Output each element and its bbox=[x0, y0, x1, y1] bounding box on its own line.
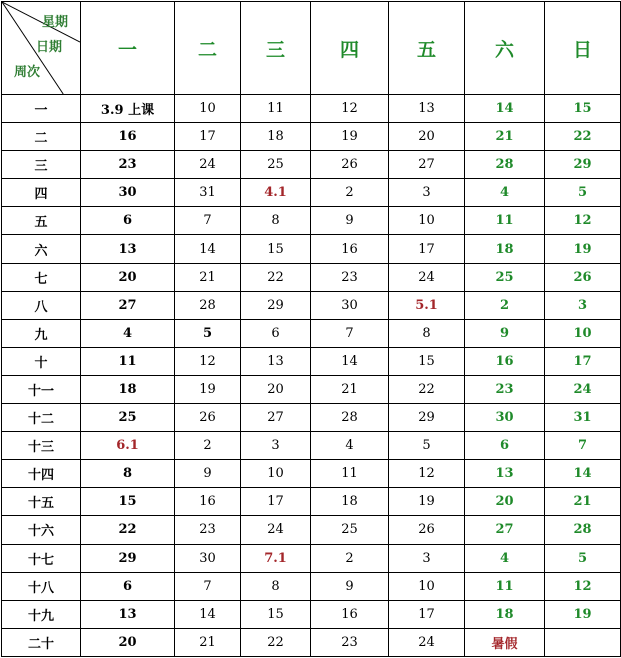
week-number-cell: 十五 bbox=[2, 488, 81, 516]
date-cell: 3.9 上课 bbox=[81, 95, 175, 123]
week-number-cell: 十一 bbox=[2, 375, 81, 403]
date-cell: 22 bbox=[241, 263, 311, 291]
date-cell: 28 bbox=[545, 516, 621, 544]
week-number-cell: 九 bbox=[2, 319, 81, 347]
date-cell: 30 bbox=[81, 179, 175, 207]
date-cell: 27 bbox=[389, 151, 465, 179]
date-cell: 10 bbox=[175, 95, 241, 123]
day-header-thu: 四 bbox=[311, 2, 389, 95]
date-cell: 23 bbox=[311, 628, 389, 656]
date-cell: 3 bbox=[545, 291, 621, 319]
day-header-tue: 二 bbox=[175, 2, 241, 95]
date-cell: 23 bbox=[465, 375, 545, 403]
date-cell: 18 bbox=[81, 375, 175, 403]
calendar-body bbox=[2, 95, 621, 657]
date-cell: 5 bbox=[545, 179, 621, 207]
day-header-sun: 日 bbox=[545, 2, 621, 95]
date-cell: 20 bbox=[241, 375, 311, 403]
date-cell: 19 bbox=[545, 600, 621, 628]
date-cell: 6 bbox=[81, 572, 175, 600]
week-number-cell: 十八 bbox=[2, 572, 81, 600]
date-cell: 26 bbox=[175, 404, 241, 432]
table-row bbox=[2, 95, 621, 123]
date-cell: 20 bbox=[465, 488, 545, 516]
date-cell: 9 bbox=[311, 207, 389, 235]
date-cell bbox=[545, 628, 621, 656]
week-number-cell: 二十 bbox=[2, 628, 81, 656]
table-row bbox=[2, 375, 621, 403]
date-cell: 10 bbox=[241, 460, 311, 488]
date-cell: 11 bbox=[81, 347, 175, 375]
date-cell: 19 bbox=[545, 235, 621, 263]
date-cell: 23 bbox=[175, 516, 241, 544]
date-cell: 24 bbox=[175, 151, 241, 179]
date-cell: 18 bbox=[465, 235, 545, 263]
week-number-cell: 八 bbox=[2, 291, 81, 319]
date-cell: 4 bbox=[465, 544, 545, 572]
date-cell: 6.1 bbox=[81, 432, 175, 460]
date-cell: 10 bbox=[545, 319, 621, 347]
date-cell: 31 bbox=[175, 179, 241, 207]
week-number-cell: 十七 bbox=[2, 544, 81, 572]
date-cell: 27 bbox=[465, 516, 545, 544]
corner-week-number-label: 周次 bbox=[14, 65, 41, 80]
date-cell: 4 bbox=[465, 179, 545, 207]
date-cell: 21 bbox=[465, 123, 545, 151]
date-cell: 16 bbox=[81, 123, 175, 151]
table-row bbox=[2, 404, 621, 432]
week-number-cell: 十三 bbox=[2, 432, 81, 460]
date-cell: 30 bbox=[311, 291, 389, 319]
week-number-cell: 二 bbox=[2, 123, 81, 151]
week-number-cell: 六 bbox=[2, 235, 81, 263]
table-row bbox=[2, 207, 621, 235]
date-cell: 24 bbox=[545, 375, 621, 403]
date-cell: 15 bbox=[241, 600, 311, 628]
date-cell: 13 bbox=[389, 95, 465, 123]
table-row bbox=[2, 291, 621, 319]
table-row bbox=[2, 235, 621, 263]
date-cell: 27 bbox=[241, 404, 311, 432]
date-cell: 28 bbox=[465, 151, 545, 179]
date-cell: 26 bbox=[545, 263, 621, 291]
date-cell: 12 bbox=[389, 460, 465, 488]
date-cell: 2 bbox=[311, 179, 389, 207]
date-cell: 26 bbox=[311, 151, 389, 179]
date-cell: 10 bbox=[389, 572, 465, 600]
date-cell: 11 bbox=[465, 207, 545, 235]
date-cell: 8 bbox=[81, 460, 175, 488]
table-row bbox=[2, 123, 621, 151]
week-number-cell: 一 bbox=[2, 95, 81, 123]
date-cell: 15 bbox=[545, 95, 621, 123]
date-cell: 24 bbox=[241, 516, 311, 544]
table-row bbox=[2, 347, 621, 375]
table-row bbox=[2, 179, 621, 207]
table-row bbox=[2, 151, 621, 179]
date-cell: 13 bbox=[81, 235, 175, 263]
date-cell: 3 bbox=[389, 179, 465, 207]
date-cell: 9 bbox=[175, 460, 241, 488]
date-cell: 21 bbox=[175, 263, 241, 291]
date-cell: 15 bbox=[241, 235, 311, 263]
table-row bbox=[2, 432, 621, 460]
date-cell: 6 bbox=[241, 319, 311, 347]
week-number-cell: 十六 bbox=[2, 516, 81, 544]
date-cell: 25 bbox=[81, 404, 175, 432]
date-cell: 25 bbox=[311, 516, 389, 544]
date-cell: 18 bbox=[241, 123, 311, 151]
table-row bbox=[2, 572, 621, 600]
date-cell: 25 bbox=[465, 263, 545, 291]
date-cell: 2 bbox=[465, 291, 545, 319]
date-cell: 3 bbox=[241, 432, 311, 460]
week-number-cell: 五 bbox=[2, 207, 81, 235]
week-number-cell: 七 bbox=[2, 263, 81, 291]
day-header-mon: 一 bbox=[81, 2, 175, 95]
date-cell: 24 bbox=[389, 263, 465, 291]
day-header-sat: 六 bbox=[465, 2, 545, 95]
date-cell: 14 bbox=[311, 347, 389, 375]
date-cell: 8 bbox=[389, 319, 465, 347]
table-row bbox=[2, 628, 621, 656]
date-cell: 2 bbox=[311, 544, 389, 572]
date-cell: 13 bbox=[241, 347, 311, 375]
date-cell: 14 bbox=[175, 600, 241, 628]
date-cell: 11 bbox=[311, 460, 389, 488]
week-number-cell: 三 bbox=[2, 151, 81, 179]
date-cell: 6 bbox=[465, 432, 545, 460]
date-cell: 31 bbox=[545, 404, 621, 432]
table-row bbox=[2, 544, 621, 572]
date-cell: 12 bbox=[311, 95, 389, 123]
date-cell: 14 bbox=[545, 460, 621, 488]
date-cell: 15 bbox=[81, 488, 175, 516]
table-row bbox=[2, 263, 621, 291]
corner-weekday-label: 星期 bbox=[42, 15, 69, 30]
date-cell: 7 bbox=[175, 572, 241, 600]
date-cell: 11 bbox=[241, 95, 311, 123]
date-cell: 12 bbox=[545, 572, 621, 600]
date-cell: 12 bbox=[545, 207, 621, 235]
date-cell: 14 bbox=[175, 235, 241, 263]
week-number-cell: 十 bbox=[2, 347, 81, 375]
date-cell: 26 bbox=[389, 516, 465, 544]
week-number-cell: 四 bbox=[2, 179, 81, 207]
date-cell: 30 bbox=[175, 544, 241, 572]
header-row bbox=[2, 2, 621, 95]
date-cell: 17 bbox=[545, 347, 621, 375]
date-cell: 21 bbox=[545, 488, 621, 516]
date-cell: 16 bbox=[311, 600, 389, 628]
semester-calendar-table bbox=[1, 1, 621, 657]
week-number-cell: 十四 bbox=[2, 460, 81, 488]
date-cell: 10 bbox=[389, 207, 465, 235]
date-cell: 5.1 bbox=[389, 291, 465, 319]
date-cell: 5 bbox=[175, 319, 241, 347]
date-cell: 14 bbox=[465, 95, 545, 123]
date-cell: 22 bbox=[389, 375, 465, 403]
date-cell: 21 bbox=[175, 628, 241, 656]
day-header-fri: 五 bbox=[389, 2, 465, 95]
date-cell: 6 bbox=[81, 207, 175, 235]
date-cell: 13 bbox=[81, 600, 175, 628]
date-cell: 17 bbox=[175, 123, 241, 151]
date-cell: 5 bbox=[389, 432, 465, 460]
date-cell: 12 bbox=[175, 347, 241, 375]
date-cell: 18 bbox=[311, 488, 389, 516]
date-cell: 29 bbox=[389, 404, 465, 432]
date-cell: 16 bbox=[311, 235, 389, 263]
date-cell: 暑假 bbox=[465, 628, 545, 656]
date-cell: 29 bbox=[545, 151, 621, 179]
date-cell: 20 bbox=[81, 628, 175, 656]
date-cell: 23 bbox=[81, 151, 175, 179]
date-cell: 25 bbox=[241, 151, 311, 179]
date-cell: 23 bbox=[311, 263, 389, 291]
date-cell: 9 bbox=[311, 572, 389, 600]
date-cell: 28 bbox=[175, 291, 241, 319]
date-cell: 9 bbox=[465, 319, 545, 347]
date-cell: 13 bbox=[465, 460, 545, 488]
table-row bbox=[2, 516, 621, 544]
week-number-cell: 十二 bbox=[2, 404, 81, 432]
date-cell: 29 bbox=[81, 544, 175, 572]
date-cell: 5 bbox=[545, 544, 621, 572]
date-cell: 4 bbox=[81, 319, 175, 347]
date-cell: 21 bbox=[311, 375, 389, 403]
date-cell: 24 bbox=[389, 628, 465, 656]
table-row bbox=[2, 488, 621, 516]
date-cell: 22 bbox=[81, 516, 175, 544]
day-header-wed: 三 bbox=[241, 2, 311, 95]
date-cell: 2 bbox=[175, 432, 241, 460]
date-cell: 22 bbox=[241, 628, 311, 656]
date-cell: 8 bbox=[241, 572, 311, 600]
date-cell: 20 bbox=[81, 263, 175, 291]
date-cell: 18 bbox=[465, 600, 545, 628]
date-cell: 7.1 bbox=[241, 544, 311, 572]
date-cell: 19 bbox=[389, 488, 465, 516]
table-row bbox=[2, 600, 621, 628]
date-cell: 3 bbox=[389, 544, 465, 572]
date-cell: 17 bbox=[241, 488, 311, 516]
corner-date-label: 日期 bbox=[36, 40, 63, 55]
date-cell: 4 bbox=[311, 432, 389, 460]
date-cell: 11 bbox=[465, 572, 545, 600]
date-cell: 17 bbox=[389, 235, 465, 263]
date-cell: 7 bbox=[175, 207, 241, 235]
date-cell: 19 bbox=[311, 123, 389, 151]
date-cell: 29 bbox=[241, 291, 311, 319]
week-number-cell: 十九 bbox=[2, 600, 81, 628]
date-cell: 27 bbox=[81, 291, 175, 319]
date-cell: 20 bbox=[389, 123, 465, 151]
date-cell: 16 bbox=[175, 488, 241, 516]
date-cell: 16 bbox=[465, 347, 545, 375]
table-row bbox=[2, 319, 621, 347]
date-cell: 8 bbox=[241, 207, 311, 235]
date-cell: 19 bbox=[175, 375, 241, 403]
date-cell: 7 bbox=[545, 432, 621, 460]
table-row bbox=[2, 460, 621, 488]
corner-header-cell bbox=[2, 2, 81, 95]
date-cell: 28 bbox=[311, 404, 389, 432]
date-cell: 4.1 bbox=[241, 179, 311, 207]
date-cell: 7 bbox=[311, 319, 389, 347]
date-cell: 15 bbox=[389, 347, 465, 375]
date-cell: 30 bbox=[465, 404, 545, 432]
date-cell: 22 bbox=[545, 123, 621, 151]
date-cell: 17 bbox=[389, 600, 465, 628]
